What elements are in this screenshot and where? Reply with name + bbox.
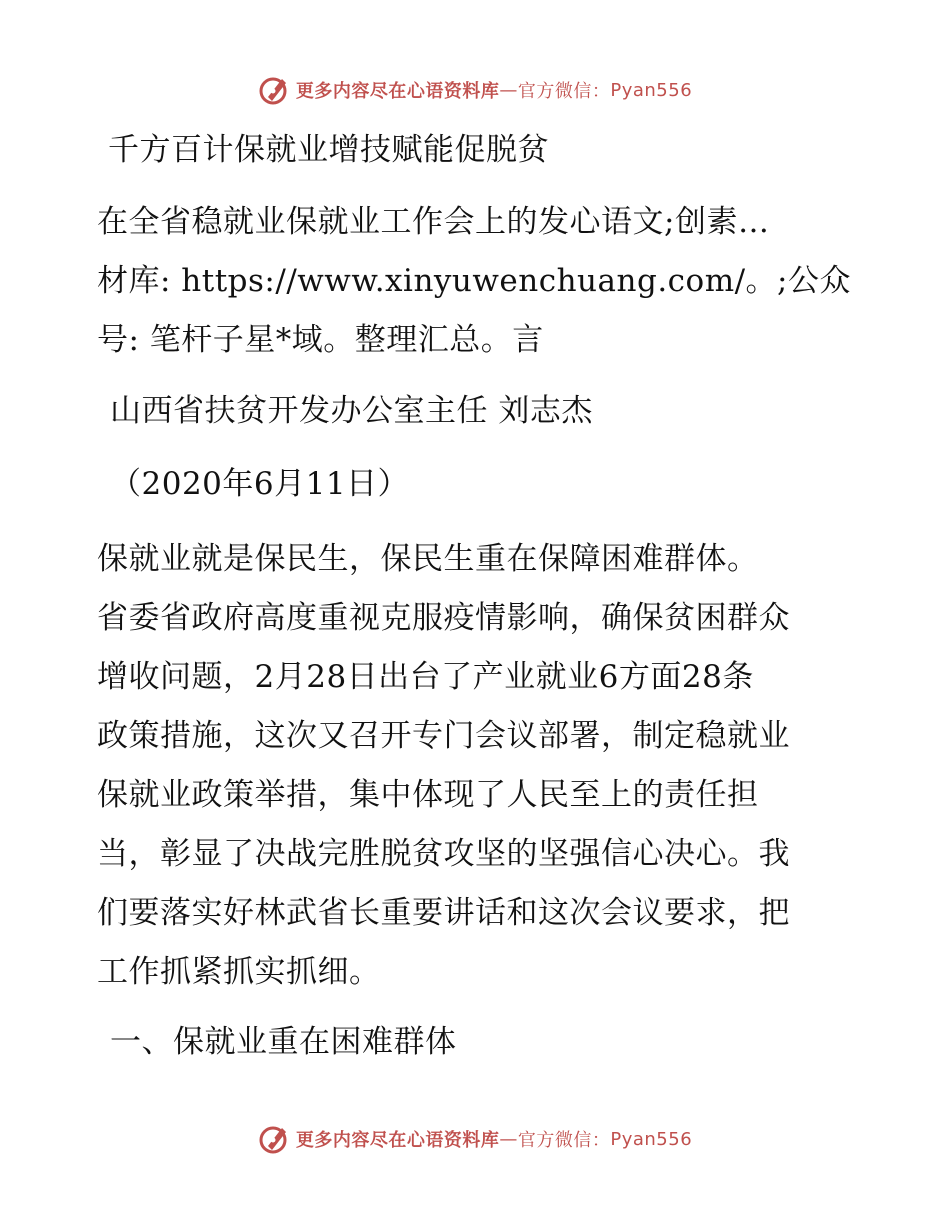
banner-official-label: 官方微信： <box>517 1130 611 1151</box>
pen-nib-logo-icon <box>258 1122 292 1156</box>
date-line: （2020年6月11日） <box>110 466 410 502</box>
watermark-banner-bottom <box>0 1119 950 1159</box>
banner-separator: — <box>499 79 518 101</box>
watermark-banner-top <box>0 70 950 110</box>
pen-nib-logo-icon <box>258 73 292 107</box>
banner-main-text: 更多内容尽在心语资料库 <box>295 1130 500 1151</box>
body-line: 们要落实好林武省长重要讲话和这次会议要求，把 <box>97 895 790 931</box>
body-line: 增收问题，2月28日出台了产业就业6方面28条 <box>97 659 754 695</box>
body-line: 保就业就是保民生，保民生重在保障困难群体。 <box>97 541 759 577</box>
body-paragraph <box>97 530 790 1002</box>
body-line: 省委省政府高度重视克服疫情影响，确保贫困群众 <box>97 600 790 636</box>
body-line: 保就业政策举措，集中体现了人民至上的责任担 <box>97 777 759 813</box>
author-line: 山西省扶贫开发办公室主任 刘志杰 <box>110 393 593 429</box>
intro-paragraph <box>97 193 857 370</box>
banner-separator: — <box>499 1128 518 1150</box>
body-line: 当，彰显了决战完胜脱贫攻坚的坚强信心决心。我 <box>97 836 790 872</box>
banner-main-text: 更多内容尽在心语资料库 <box>295 81 500 102</box>
document-title: 千方百计保就业增技赋能促脱贫 <box>108 132 549 168</box>
intro-line: 在全省稳就业保就业工作会上的发心语文;创素… <box>97 204 770 240</box>
body-line: 政策措施，这次又召开专门会议部署，制定稳就业 <box>97 718 790 754</box>
body-line: 工作抓紧抓实抓细。 <box>97 954 381 990</box>
banner-official-label: 官方微信： <box>517 81 611 102</box>
section-heading: 一、保就业重在困难群体 <box>110 1024 457 1060</box>
intro-line: 号: 笔杆子星*域。整理汇总。言 <box>97 322 544 358</box>
banner-wechat-id: Pyan556 <box>610 79 693 101</box>
banner-wechat-id: Pyan556 <box>610 1128 693 1150</box>
intro-line: 材库: https://www.xinyuwenchuang.com/。;公众 <box>97 263 851 299</box>
